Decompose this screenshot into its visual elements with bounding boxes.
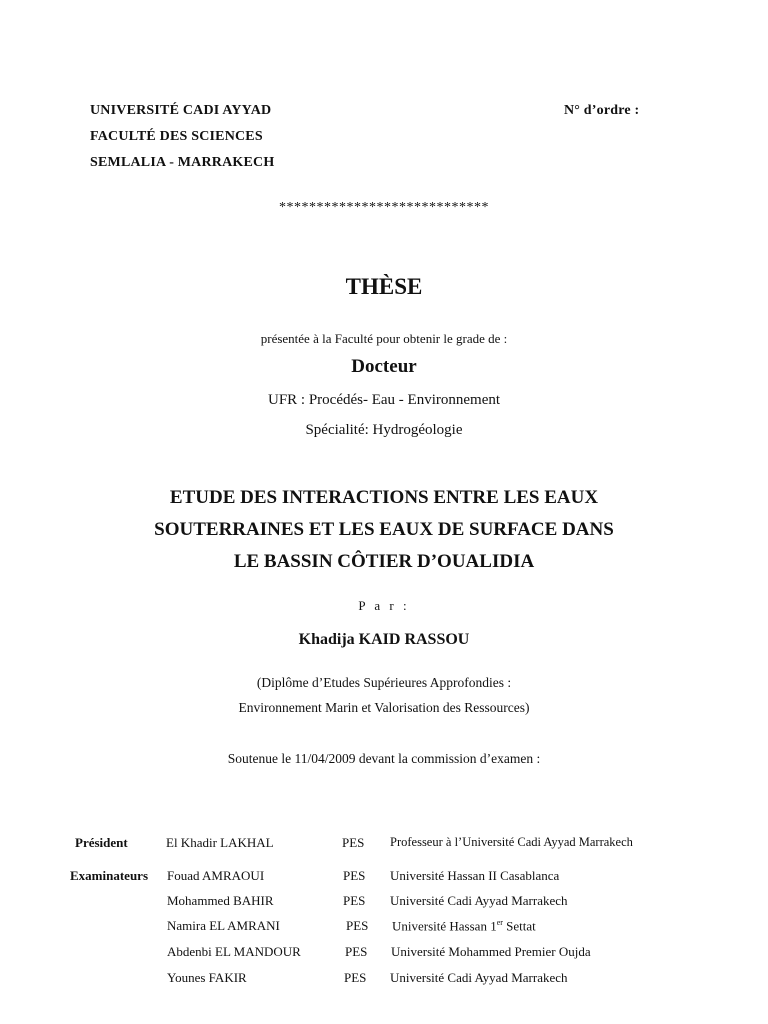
thesis-title-line-1: ETUDE DES INTERACTIONS ENTRE LES EAUX: [169, 487, 599, 508]
examiner-grade: PES: [343, 868, 366, 883]
examiner-grade: PES: [345, 944, 368, 959]
president-grade: PES: [342, 835, 365, 850]
author-name: Khadija KAID RASSOU: [298, 631, 470, 648]
president-role: Président: [75, 835, 128, 850]
examiner-name: Younes FAKIR: [167, 970, 247, 985]
examiner-grade: PES: [346, 918, 369, 933]
faculty-location: SEMLALIA - MARRAKECH: [90, 155, 275, 170]
examiner-grade: PES: [343, 893, 366, 908]
examiners-role: Examinateurs: [70, 868, 148, 883]
faculty-name: FACULTÉ DES SCIENCES: [90, 129, 263, 144]
university-name: UNIVERSITÉ CADI AYYAD: [90, 103, 272, 118]
president-affiliation: Professeur à l’Université Cadi Ayyad Marrakech: [390, 835, 633, 849]
examiner-name: Mohammed BAHIR: [167, 893, 274, 908]
presented-line: présentée à la Faculté pour obtenir le grade de :: [260, 331, 508, 346]
examiner-name: Namira EL AMRANI: [167, 918, 280, 933]
separator-stars: ****************************: [279, 200, 489, 215]
examiner-affiliation: Université Mohammed Premier Oujda: [391, 944, 591, 959]
degree-title: Docteur: [351, 356, 417, 377]
examiner-grade: PES: [344, 970, 367, 985]
by-label: P a r :: [358, 598, 410, 613]
thesis-title-line-2: SOUTERRAINES ET LES EAUX DE SURFACE DANS: [154, 519, 614, 540]
examiner-affiliation: Université Cadi Ayyad Marrakech: [390, 893, 568, 908]
examiner-affiliation: Université Hassan 1er Settat: [392, 918, 536, 934]
ufr-line: UFR : Procédés- Eau - Environnement: [267, 392, 501, 408]
thesis-heading: THÈSE: [345, 274, 423, 299]
examiner-affiliation: Université Hassan II Casablanca: [390, 868, 560, 883]
defense-line: Soutenue le 11/04/2009 devant la commission d’examen :: [227, 751, 541, 766]
examiner-affiliation: Université Cadi Ayyad Marrakech: [390, 970, 568, 985]
speciality-line: Spécialité: Hydrogéologie: [305, 422, 463, 438]
president-name: El Khadir LAKHAL: [166, 835, 274, 850]
diploma-line-2: Environnement Marin et Valorisation des Ressources): [238, 700, 530, 715]
order-number-label: N° d’ordre :: [564, 103, 640, 118]
examiner-name: Fouad AMRAOUI: [167, 868, 265, 883]
examiner-name: Abdenbi EL MANDOUR: [167, 944, 301, 959]
diploma-line-1: (Diplôme d’Etudes Supérieures Approfondies :: [256, 675, 512, 690]
thesis-title-line-3: LE BASSIN CÔTIER D’OUALIDIA: [233, 551, 535, 572]
